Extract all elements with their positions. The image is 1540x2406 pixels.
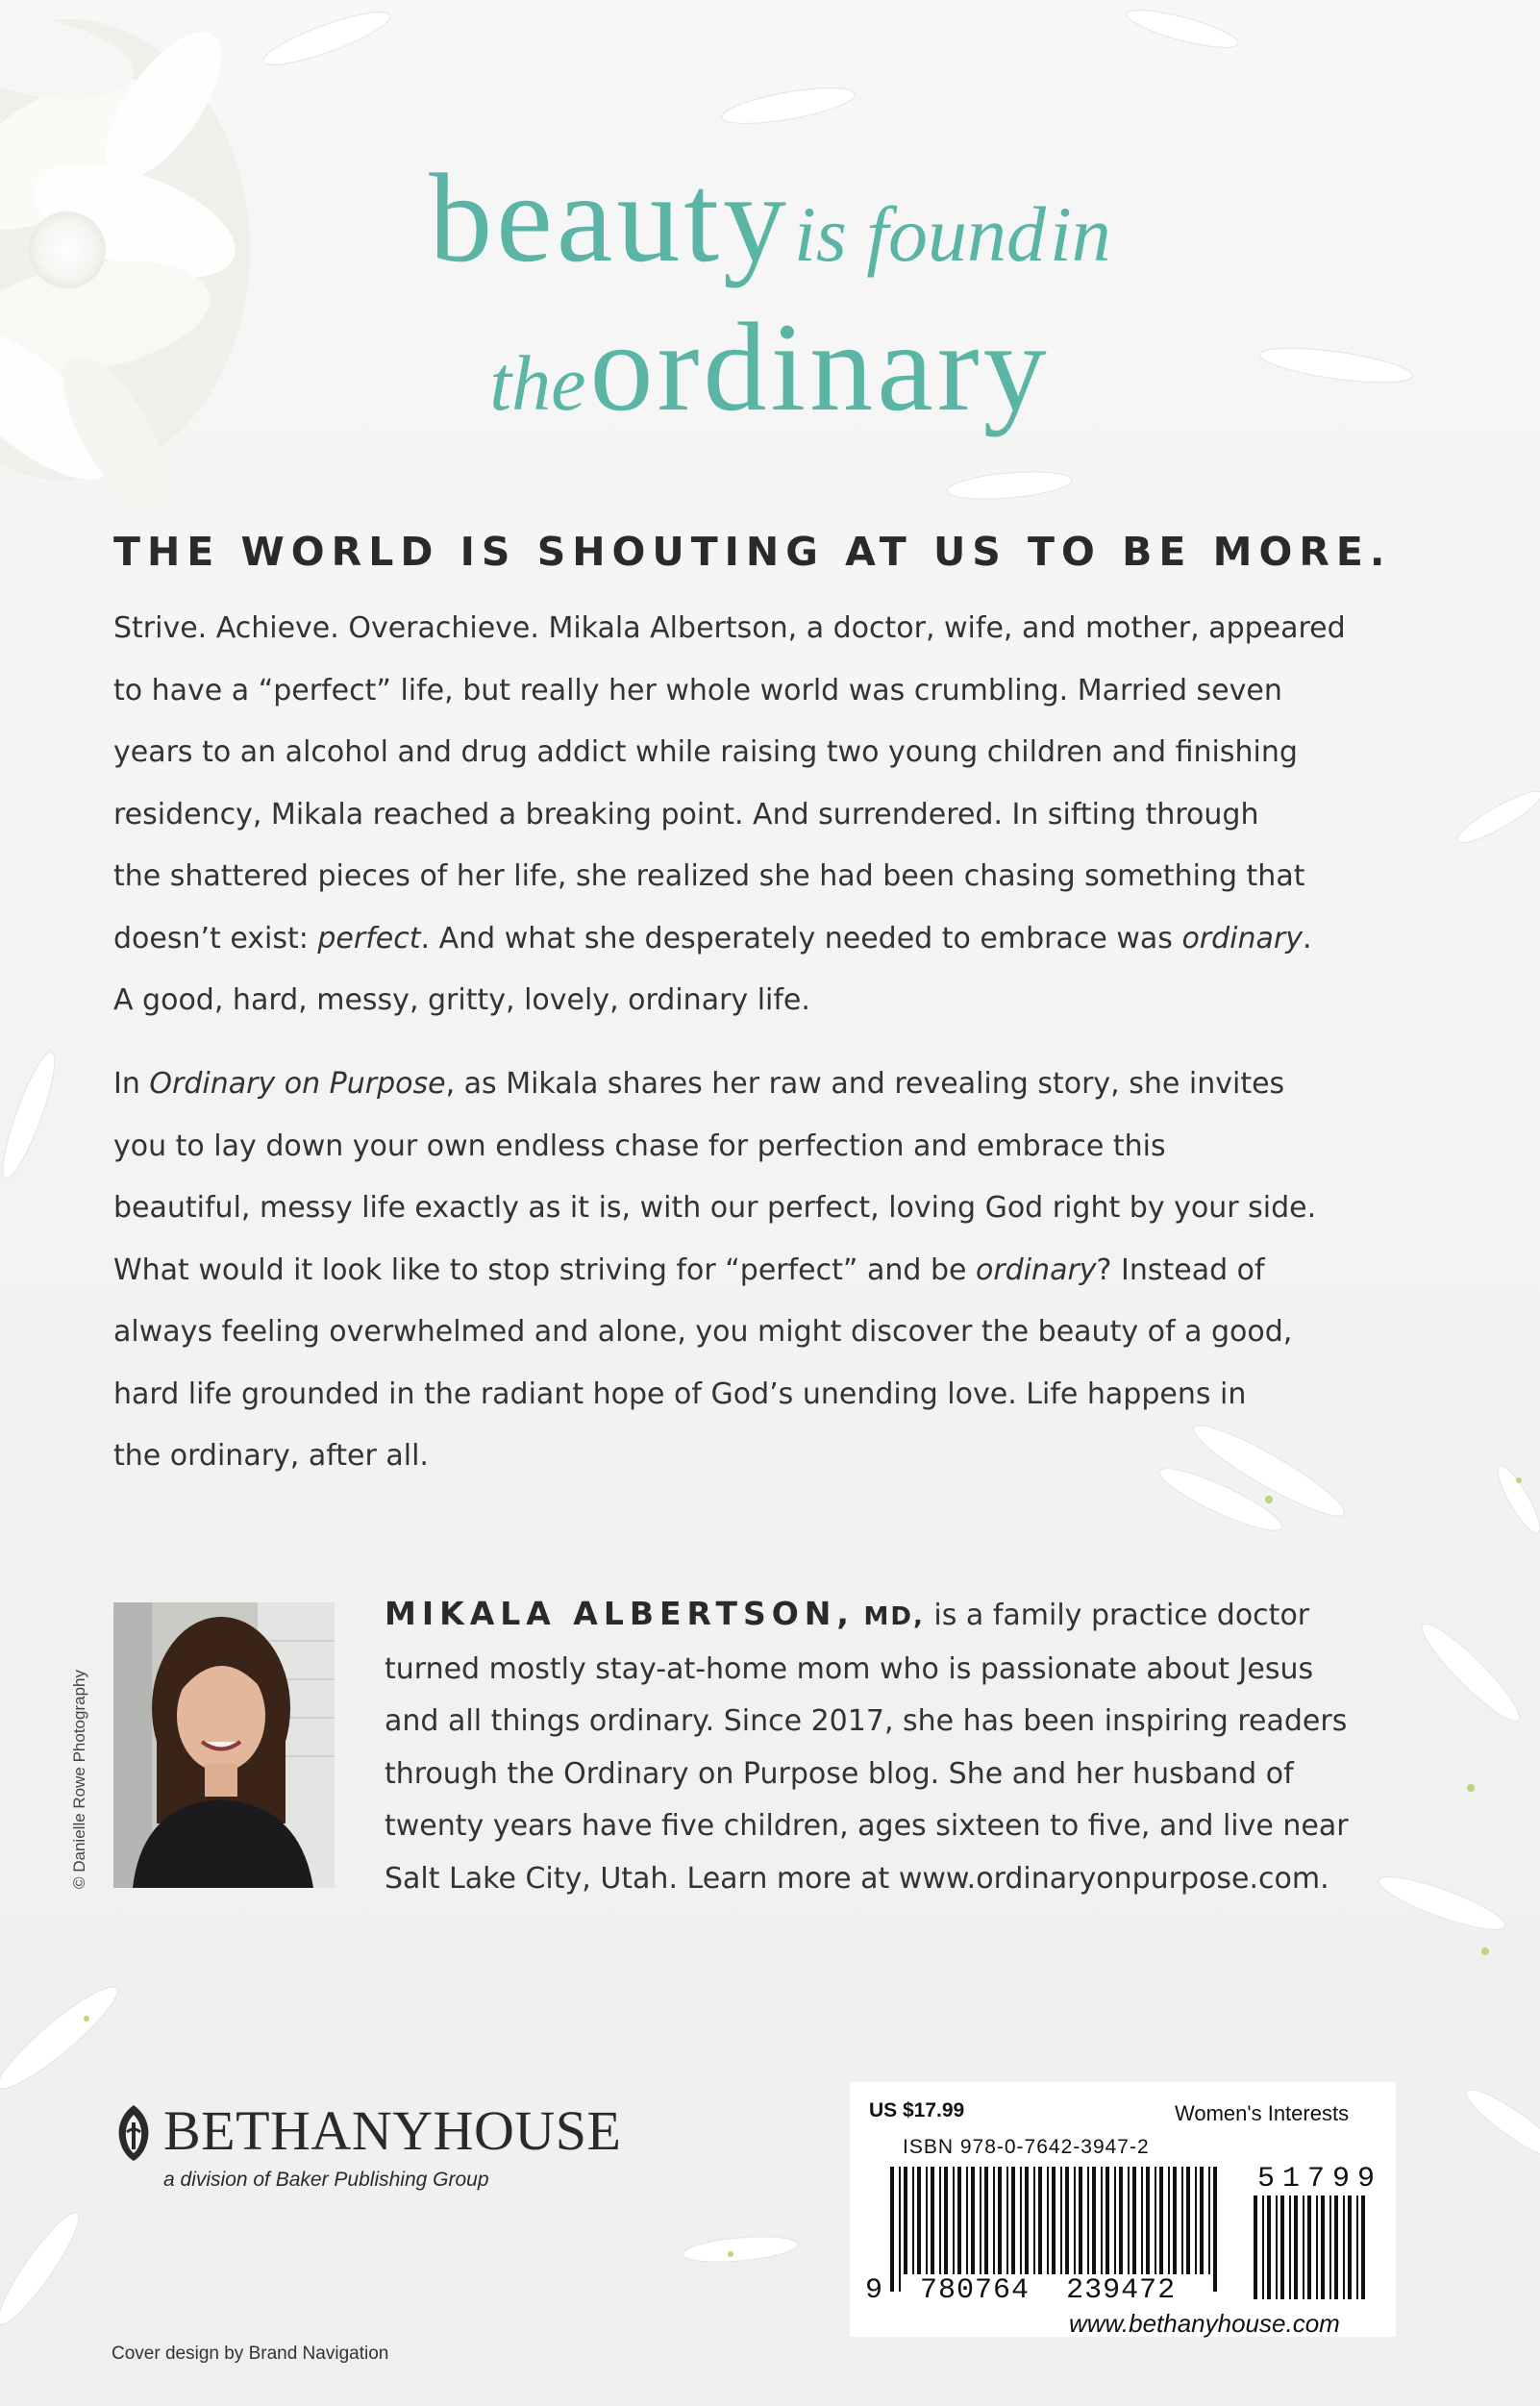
barcode-bar bbox=[912, 2167, 914, 2274]
barcode-bar bbox=[890, 2167, 894, 2292]
barcode-bar bbox=[1038, 2167, 1042, 2274]
barcode-bar bbox=[1119, 2167, 1123, 2274]
barcode-panel bbox=[850, 2082, 1396, 2337]
barcode-digits-right: 239472 bbox=[1066, 2274, 1177, 2307]
barcode-bar bbox=[1334, 2195, 1338, 2299]
cover-design-credit: Cover design by Brand Navigation bbox=[112, 2344, 389, 2364]
barcode-bar bbox=[1060, 2167, 1062, 2274]
barcode-bar bbox=[1329, 2195, 1331, 2299]
bethany-house-emblem-icon bbox=[113, 2103, 154, 2163]
text-line: you to lay down your own endless chase for perfection and embrace this bbox=[113, 1129, 1166, 1163]
barcode-bar bbox=[1114, 2167, 1116, 2274]
barcode-bar bbox=[1307, 2195, 1311, 2299]
text-line: turned mostly stay-at-home mom who is passionate about Jesus bbox=[385, 1651, 1314, 1686]
barcode-bar bbox=[998, 2167, 1002, 2274]
italic-run: ordinary bbox=[1181, 921, 1303, 955]
author-bio bbox=[385, 1588, 1480, 1905]
barcode-bar bbox=[953, 2167, 955, 2274]
text-line bbox=[113, 908, 1440, 971]
publisher-logo bbox=[113, 2099, 622, 2192]
barcode-bar bbox=[957, 2167, 961, 2274]
barcode-bar bbox=[1047, 2167, 1049, 2274]
text-run: In bbox=[113, 1067, 150, 1101]
text-run: What would it look like to stop striving for “perfect” and be bbox=[113, 1253, 976, 1287]
barcode-bar bbox=[1200, 2167, 1204, 2274]
barcode-bar bbox=[1276, 2195, 1278, 2299]
barcode-bar bbox=[931, 2167, 934, 2274]
headline-line-2 bbox=[0, 293, 1540, 440]
barcode-bar bbox=[1181, 2167, 1183, 2274]
text-line: Strive. Achieve. Overachieve. Mikala Albertson, a doctor, wife, and mother, appeared bbox=[113, 611, 1346, 645]
text-run: . And what she desperately needed to embrace was bbox=[420, 921, 1182, 955]
barcode-bar bbox=[1025, 2167, 1029, 2274]
barcode-bar bbox=[1087, 2167, 1089, 2274]
barcode-bar bbox=[1348, 2195, 1352, 2299]
barcode-bar bbox=[1074, 2167, 1076, 2274]
barcode-bar bbox=[1213, 2167, 1217, 2292]
barcode-bar bbox=[1361, 2195, 1365, 2299]
author-photo bbox=[113, 1602, 335, 1888]
italic-run: ordinary bbox=[975, 1253, 1097, 1287]
text-run: , as Mikala shares her raw and revealing story, she invites bbox=[445, 1067, 1285, 1101]
barcode-digits bbox=[865, 2274, 1176, 2307]
headline-words-is-found: is found bbox=[794, 190, 1047, 278]
barcode-bar bbox=[917, 2167, 921, 2274]
barcode-main-bars bbox=[890, 2167, 1217, 2292]
text-run: is a family practice doctor bbox=[924, 1599, 1310, 1632]
barcode-bar bbox=[1052, 2167, 1056, 2274]
addon-digits: 51799 bbox=[1257, 2163, 1383, 2195]
isbn-label: ISBN 978-0-7642-3947-2 bbox=[903, 2136, 1150, 2158]
author-name: MIKALA ALBERTSON, bbox=[385, 1595, 855, 1632]
barcode-bar bbox=[1079, 2167, 1082, 2274]
barcode-bar bbox=[1195, 2167, 1197, 2274]
barcode-bar bbox=[1267, 2195, 1271, 2299]
barcode-digit-lead: 9 bbox=[865, 2274, 884, 2307]
barcode-bar bbox=[1262, 2195, 1264, 2299]
text-line: the ordinary, after all. bbox=[113, 1439, 429, 1473]
barcode-bar bbox=[971, 2167, 975, 2274]
publisher-tagline: a division of Baker Publishing Group bbox=[163, 2169, 489, 2191]
headline-word-the: the bbox=[489, 339, 586, 427]
barcode-bar bbox=[993, 2167, 995, 2274]
headline-word-ordinary: ordinary bbox=[589, 296, 1051, 437]
barcode-bar bbox=[1186, 2167, 1190, 2274]
description-paragraph-2 bbox=[113, 1054, 1440, 1488]
barcode-bar bbox=[966, 2167, 968, 2274]
barcode-bar bbox=[1141, 2167, 1143, 2274]
headline-word-in: in bbox=[1050, 190, 1111, 278]
publisher-website: www.bethanyhouse.com bbox=[1069, 2309, 1340, 2338]
text-line: twenty years have five children, ages sixteen to five, and live near bbox=[385, 1809, 1349, 1843]
text-line: Salt Lake City, Utah. Learn more at www.ordinaryonpurpose.com. bbox=[385, 1861, 1329, 1896]
barcode-bar bbox=[1155, 2167, 1156, 2274]
text-line: beautiful, messy life exactly as it is, with our perfect, loving God right by your side. bbox=[113, 1191, 1317, 1225]
barcode-bar bbox=[1006, 2167, 1008, 2274]
price-label: US $17.99 bbox=[869, 2099, 965, 2121]
barcode-bar bbox=[1168, 2167, 1170, 2274]
barcode-bar bbox=[1101, 2167, 1103, 2274]
barcode-bar bbox=[1289, 2195, 1291, 2299]
text-run: doesn’t exist: bbox=[113, 921, 318, 955]
barcode-bar bbox=[1173, 2167, 1177, 2274]
barcode-bar bbox=[1208, 2167, 1210, 2274]
photo-credit: © Danielle Rowe Photography bbox=[70, 1670, 88, 1889]
barcode-bar bbox=[1254, 2195, 1257, 2299]
category-label: Women's Interests bbox=[1175, 2101, 1350, 2125]
text-line: and all things ordinary. Since 2017, she has been inspiring readers bbox=[385, 1704, 1348, 1738]
description-paragraph-1 bbox=[113, 598, 1440, 1032]
barcode-bar bbox=[1280, 2195, 1284, 2299]
tagline-heading: THE WORLD IS SHOUTING AT US TO BE MORE. bbox=[113, 529, 1392, 575]
barcode-bar bbox=[1303, 2195, 1304, 2299]
text-line: A good, hard, messy, gritty, lovely, ordinary life. bbox=[113, 983, 810, 1017]
barcode-bar bbox=[1020, 2167, 1022, 2274]
publisher-name: BETHANYHOUSE bbox=[163, 2099, 622, 2162]
text-line bbox=[385, 1588, 1480, 1644]
author-degree: MD, bbox=[863, 1602, 925, 1631]
text-line: the shattered pieces of her life, she realized she had been chasing something that bbox=[113, 859, 1305, 893]
barcode-bar bbox=[1132, 2167, 1136, 2274]
barcode-bar bbox=[1128, 2167, 1130, 2274]
text-line bbox=[113, 1054, 1440, 1116]
barcode-bar bbox=[1092, 2167, 1096, 2274]
barcode-bar bbox=[1065, 2167, 1069, 2274]
text-line: residency, Mikala reached a breaking point. And surrendered. In sifting through bbox=[113, 797, 1259, 831]
barcode-bar bbox=[980, 2167, 981, 2274]
headline-word-beauty: beauty bbox=[429, 147, 791, 288]
barcode-bar bbox=[926, 2167, 928, 2274]
text-line bbox=[113, 1240, 1440, 1302]
barcode-bar bbox=[904, 2167, 907, 2274]
barcode-bar bbox=[939, 2167, 941, 2274]
barcode-bar bbox=[1321, 2195, 1325, 2299]
barcode-digits-left: 780764 bbox=[920, 2274, 1031, 2307]
barcode-bar bbox=[1146, 2167, 1150, 2274]
barcode-bar bbox=[1294, 2195, 1298, 2299]
barcode-bar bbox=[899, 2167, 901, 2292]
barcode-addon-bars bbox=[1254, 2195, 1365, 2299]
italic-run: perfect bbox=[317, 921, 421, 955]
headline-line-1 bbox=[0, 144, 1540, 291]
text-run: ? Instead of bbox=[1096, 1253, 1265, 1287]
text-line: to have a “perfect” life, but really her whole world was crumbling. Married seven bbox=[113, 673, 1282, 707]
barcode-bar bbox=[1356, 2195, 1358, 2299]
text-line: always feeling overwhelmed and alone, you might discover the beauty of a good, bbox=[113, 1315, 1293, 1349]
barcode-bar bbox=[1159, 2167, 1163, 2274]
text-run: . bbox=[1303, 921, 1312, 955]
barcode-bar bbox=[1343, 2195, 1345, 2299]
barcode-bar bbox=[1316, 2195, 1318, 2299]
barcode-bar bbox=[944, 2167, 948, 2274]
barcode-bar bbox=[1011, 2167, 1015, 2274]
text-line: years to an alcohol and drug addict while raising two young children and finishing bbox=[113, 735, 1298, 769]
book-title-italic: Ordinary on Purpose bbox=[149, 1067, 446, 1101]
text-line: hard life grounded in the radiant hope of God’s unending love. Life happens in bbox=[113, 1377, 1247, 1411]
barcode-bar bbox=[984, 2167, 988, 2274]
barcode-bar bbox=[1033, 2167, 1035, 2274]
text-line: through the Ordinary on Purpose blog. She and her husband of bbox=[385, 1756, 1294, 1791]
barcode-bar bbox=[1105, 2167, 1109, 2274]
